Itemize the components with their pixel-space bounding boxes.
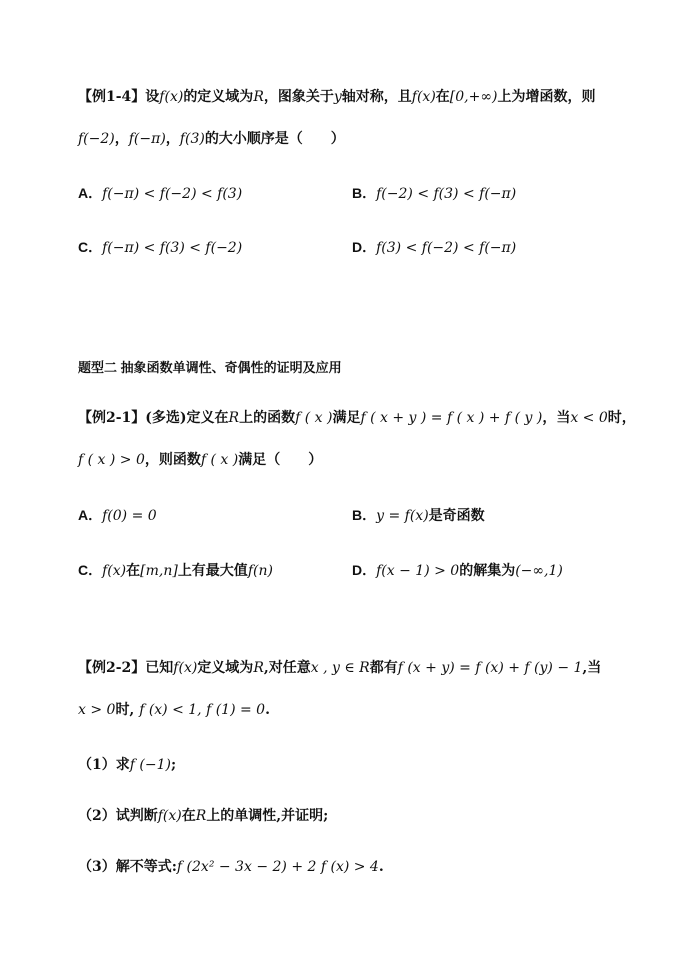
ex22-question-3: （3）解不等式:f (2x² − 3x − 2) + 2 f (x) > 4. <box>78 859 384 875</box>
ex14-option-b: B．f(−2) < f(3) < f(−π) <box>352 185 517 202</box>
ex21-label: 【例2-1】 <box>78 410 146 426</box>
ex22-line2: x > 0时, f (x) < 1, f (1) = 0. <box>78 702 270 718</box>
ex14-option-c: C．f(−π) < f(3) < f(−2) <box>78 239 243 256</box>
ex22-question-2: （2）试判断f(x)在R上的单调性,并证明; <box>78 808 329 824</box>
ex22-question-1: （1）求f (−1); <box>78 757 177 773</box>
ex22-line1: 【例2-2】已知f(x)定义域为R,对任意x , y ∈ R都有f (x + y) = f (x) + f (y) − 1,当 <box>78 660 602 676</box>
ex14-label: 【例1-4】 <box>78 89 146 105</box>
ex21-option-a: A．f(0) = 0 <box>78 507 157 524</box>
ex21-line1: 【例2-1】(多选)定义在R上的函数f ( x )满足f ( x + y ) = f ( x ) + f ( y )，当x < 0时， <box>78 410 636 426</box>
ex21-option-d: D．f(x − 1) > 0的解集为(−∞,1) <box>352 562 563 579</box>
ex14-line1: 【例1-4】设f(x)的定义域为R，图象关于y轴对称，且f(x)在[0,+∞)上为增函数，则 <box>78 89 596 105</box>
ex22-label: 【例2-2】 <box>78 660 146 676</box>
section-title: 题型二 抽象函数单调性、奇偶性的证明及应用 <box>78 360 342 375</box>
ex14-line2: f(−2)，f(−π)，f(3)的大小顺序是（ ） <box>78 131 345 147</box>
ex14-option-a: A．f(−π) < f(−2) < f(3) <box>78 185 243 202</box>
ex21-option-b: B．y = f(x)是奇函数 <box>352 507 485 524</box>
ex14-option-d: D．f(3) < f(−2) < f(−π) <box>352 239 517 256</box>
ex21-option-c: C．f(x)在[m,n]上有最大值f(n) <box>78 562 273 579</box>
ex21-line2: f ( x ) > 0，则函数f ( x )满足（ ） <box>78 452 323 468</box>
